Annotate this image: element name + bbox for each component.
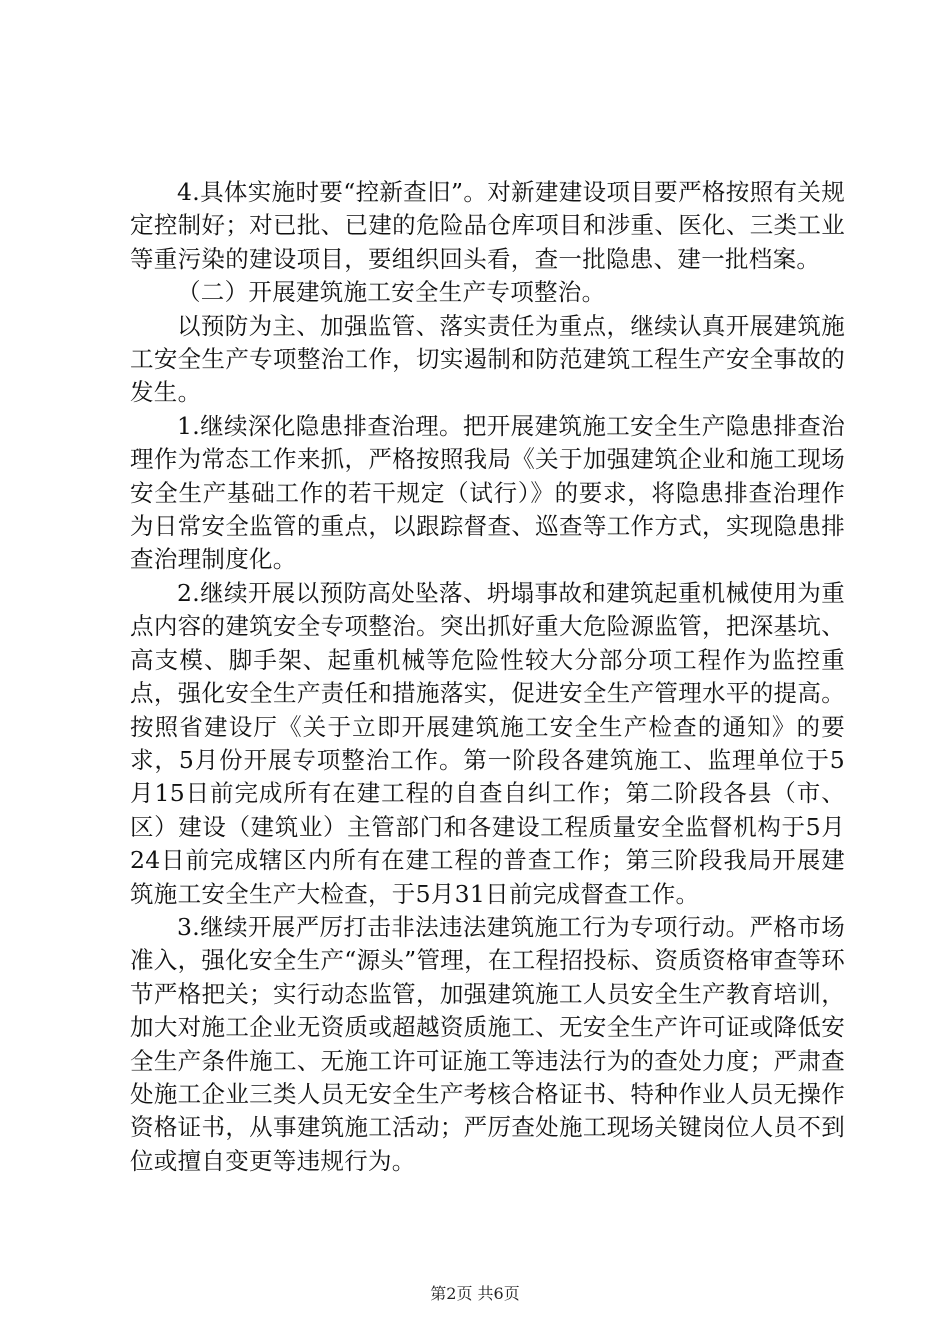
paragraph-illegal-construction-crackdown: 3.继续开展严厉打击非法违法建筑施工行为专项行动。严格市场准入，强化安全生产“源头”管理，在工程招投标、资质资格审查等环节严格把关；实行动态监管，加强建筑施工人员安全生产教育培训，加大对施工企业无资质或超越资质施工、无安全生产许可证或降低安全生产条件施工、无施工许可证施工等违法行为的查处力度；严肃查处施工企业三类人员无安全生产考核合格证书、特种作业人员无操作资格证书，从事建筑施工活动；严厉查处施工现场关键岗位人员不到位或擅自变更等违规行为。 (130, 912, 845, 1175)
document-body (130, 176, 845, 1178)
page-number-footer: 第2页 共6页 (430, 1284, 520, 1303)
section-heading-construction-safety: （二）开展建筑施工安全生产专项整治。 (177, 278, 606, 307)
paragraph-hazard-inspection: 1.继续深化隐患排查治理。把开展建筑施工安全生产隐患排查治理作为常态工作来抓，严格按照我局《关于加强建筑企业和施工现场安全生产基础工作的若干规定（试行）》的要求，将隐患排查治理作为日常安全监管的重点，以跟踪督查、巡查等工作方式，实现隐患排查治理制度化。 (130, 411, 845, 574)
paragraph-special-rectification: 2.继续开展以预防高处坠落、坍塌事故和建筑起重机械使用为重点内容的建筑安全专项整治。突出抓好重大危险源监管，把深基坑、高支模、脚手架、起重机械等危险性较大分部分项工程作为监控重点，强化安全生产责任和措施落实，促进安全生产管理水平的提高。按照省建设厅《关于立即开展建筑施工安全生产检查的通知》的要求，5月份开展专项整治工作。第一阶段各建筑施工、监理单位于5月15日前完成所有在建工程的自查自纠工作；第二阶段各县（市、区）建设（建筑业）主管部门和各建设工程质量安全监督机构于5月24日前完成辖区内所有在建工程的普查工作；第三阶段我局开展建筑施工安全生产大检查，于5月31日前完成督查工作。 (130, 578, 845, 908)
paragraph-prevention-focus: 以预防为主、加强监管、落实责任为重点，继续认真开展建筑施工安全生产专项整治工作，切实遏制和防范建筑工程生产安全事故的发生。 (130, 311, 845, 407)
paragraph-implementation-control: 4.具体实施时要“控新查旧”。对新建建设项目要严格按照有关规定控制好；对已批、已建的危险品仓库项目和涉重、医化、三类工业等重污染的建设项目，要组织回头看，查一批隐患、建一批档案。 (130, 178, 845, 273)
